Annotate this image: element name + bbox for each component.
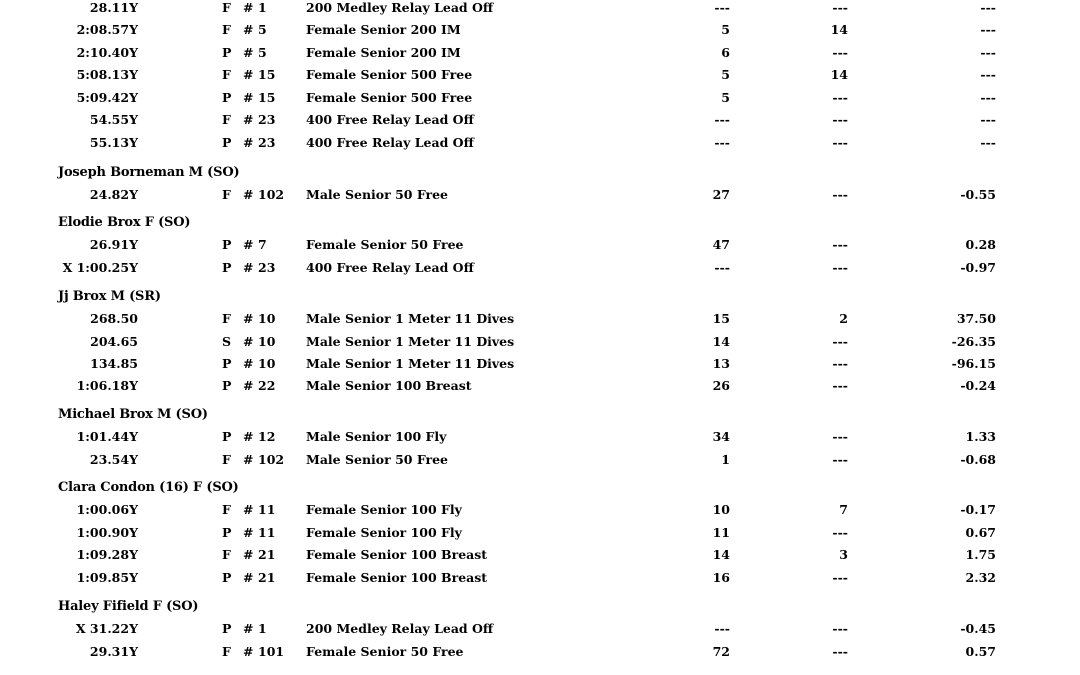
place: 1 xyxy=(721,452,730,467)
result-time: X 1:00.25Y xyxy=(62,260,138,275)
event-name: 400 Free Relay Lead Off xyxy=(306,112,474,127)
round-code: S xyxy=(222,334,232,349)
event-number: 10 xyxy=(258,311,276,326)
event-number: 7 xyxy=(258,237,267,252)
time-difference: 0.57 xyxy=(965,644,996,659)
place: 26 xyxy=(712,378,730,393)
points: --- xyxy=(832,112,848,127)
result-row xyxy=(0,135,1080,155)
place: 5 xyxy=(721,90,730,105)
result-row xyxy=(0,311,1080,331)
points: --- xyxy=(832,452,848,467)
points: --- xyxy=(832,187,848,202)
points: 2 xyxy=(839,311,848,326)
time-difference: --- xyxy=(980,90,996,105)
points: --- xyxy=(832,378,848,393)
place: 11 xyxy=(712,525,730,540)
event-name: 400 Free Relay Lead Off xyxy=(306,135,474,150)
points: --- xyxy=(832,525,848,540)
event-hash: # xyxy=(243,187,254,202)
time-difference: --- xyxy=(980,112,996,127)
round-code: P xyxy=(222,135,232,150)
result-row xyxy=(0,0,1080,20)
event-hash: # xyxy=(243,0,254,15)
round-code: F xyxy=(222,112,231,127)
time-difference: -0.55 xyxy=(960,187,996,202)
result-time: 1:00.90Y xyxy=(76,525,138,540)
place: 72 xyxy=(712,644,730,659)
event-number: 23 xyxy=(258,112,276,127)
event-hash: # xyxy=(243,525,254,540)
event-number: 1 xyxy=(258,621,267,636)
event-number: 5 xyxy=(258,45,267,60)
points: 14 xyxy=(830,67,848,82)
time-difference: -0.97 xyxy=(960,260,996,275)
event-name: Female Senior 200 IM xyxy=(306,45,461,60)
time-difference: 1.33 xyxy=(965,429,996,444)
swimmer-name-header: Elodie Brox F (SO) xyxy=(58,215,191,230)
event-number: 21 xyxy=(258,547,276,562)
points: --- xyxy=(832,237,848,252)
place: --- xyxy=(714,135,730,150)
time-difference: -0.17 xyxy=(960,502,996,517)
event-number: 23 xyxy=(258,135,276,150)
event-hash: # xyxy=(243,311,254,326)
event-number: 10 xyxy=(258,334,276,349)
result-row xyxy=(0,356,1080,376)
place: --- xyxy=(714,621,730,636)
round-code: F xyxy=(222,452,231,467)
event-number: 22 xyxy=(258,378,276,393)
points: --- xyxy=(832,334,848,349)
round-code: P xyxy=(222,570,232,585)
event-hash: # xyxy=(243,22,254,37)
round-code: P xyxy=(222,237,232,252)
result-row xyxy=(0,45,1080,65)
result-time: 24.82Y xyxy=(89,187,138,202)
place: 6 xyxy=(721,45,730,60)
event-hash: # xyxy=(243,570,254,585)
points: --- xyxy=(832,45,848,60)
event-name: Female Senior 500 Free xyxy=(306,90,473,105)
result-row xyxy=(0,547,1080,567)
round-code: F xyxy=(222,547,231,562)
result-time: 5:08.13Y xyxy=(76,67,138,82)
round-code: F xyxy=(222,0,231,15)
event-number: 1 xyxy=(258,0,267,15)
round-code: P xyxy=(222,378,232,393)
event-name: 200 Medley Relay Lead Off xyxy=(306,621,494,636)
points: --- xyxy=(832,135,848,150)
time-difference: --- xyxy=(980,135,996,150)
place: 27 xyxy=(712,187,730,202)
result-time: 1:00.06Y xyxy=(76,502,138,517)
event-name: Female Senior 100 Fly xyxy=(306,502,462,517)
time-difference: --- xyxy=(980,67,996,82)
event-hash: # xyxy=(243,502,254,517)
time-difference: 0.28 xyxy=(965,237,996,252)
swimmer-name-header: Joseph Borneman M (SO) xyxy=(58,165,240,180)
place: --- xyxy=(714,260,730,275)
time-difference: 0.67 xyxy=(965,525,996,540)
event-number: 5 xyxy=(258,22,267,37)
place: 14 xyxy=(712,547,730,562)
place: --- xyxy=(714,112,730,127)
event-number: 15 xyxy=(258,90,276,105)
swimmer-name-header: Clara Condon (16) F (SO) xyxy=(58,480,239,495)
round-code: P xyxy=(222,45,232,60)
result-time: 1:09.28Y xyxy=(76,547,138,562)
result-time: 26.91Y xyxy=(89,237,138,252)
event-name: Male Senior 50 Free xyxy=(306,187,448,202)
result-row xyxy=(0,570,1080,590)
result-row xyxy=(0,187,1080,207)
event-number: 101 xyxy=(258,644,285,659)
event-number: 11 xyxy=(258,502,276,517)
place: --- xyxy=(714,0,730,15)
event-number: 11 xyxy=(258,525,276,540)
event-name: Female Senior 100 Breast xyxy=(306,570,488,585)
event-name: Female Senior 500 Free xyxy=(306,67,473,82)
event-number: 23 xyxy=(258,260,276,275)
event-name: Female Senior 100 Fly xyxy=(306,525,462,540)
time-difference: -0.24 xyxy=(960,378,996,393)
result-row xyxy=(0,90,1080,110)
place: 5 xyxy=(721,22,730,37)
result-row xyxy=(0,260,1080,280)
event-hash: # xyxy=(243,237,254,252)
round-code: F xyxy=(222,502,231,517)
result-time: 29.31Y xyxy=(89,644,138,659)
result-row xyxy=(0,644,1080,664)
event-number: 12 xyxy=(258,429,276,444)
place: 16 xyxy=(712,570,730,585)
result-row xyxy=(0,452,1080,472)
result-time: 2:10.40Y xyxy=(76,45,138,60)
time-difference: --- xyxy=(980,45,996,60)
result-row xyxy=(0,502,1080,522)
place: 14 xyxy=(712,334,730,349)
result-time: 1:06.18Y xyxy=(76,378,138,393)
place: 5 xyxy=(721,67,730,82)
result-time: 28.11Y xyxy=(89,0,138,15)
time-difference: 37.50 xyxy=(956,311,996,326)
event-hash: # xyxy=(243,45,254,60)
points: --- xyxy=(832,356,848,371)
result-row xyxy=(0,334,1080,354)
round-code: P xyxy=(222,621,232,636)
event-name: Male Senior 50 Free xyxy=(306,452,448,467)
round-code: F xyxy=(222,311,231,326)
event-hash: # xyxy=(243,135,254,150)
event-hash: # xyxy=(243,67,254,82)
event-hash: # xyxy=(243,452,254,467)
result-time: 23.54Y xyxy=(89,452,138,467)
time-difference: -26.35 xyxy=(951,334,996,349)
points: 3 xyxy=(839,547,848,562)
result-row xyxy=(0,525,1080,545)
result-row xyxy=(0,429,1080,449)
result-time: 204.65 xyxy=(90,334,138,349)
event-name: Female Senior 50 Free xyxy=(306,237,464,252)
swimmer-name-header: Jj Brox M (SR) xyxy=(58,289,161,304)
event-name: Male Senior 1 Meter 11 Dives xyxy=(306,356,515,371)
time-difference: --- xyxy=(980,22,996,37)
place: 34 xyxy=(712,429,730,444)
swimmer-name-header: Michael Brox M (SO) xyxy=(58,407,208,422)
event-name: Male Senior 1 Meter 11 Dives xyxy=(306,334,515,349)
time-difference: 1.75 xyxy=(965,547,996,562)
points: --- xyxy=(832,429,848,444)
event-hash: # xyxy=(243,112,254,127)
event-name: Male Senior 1 Meter 11 Dives xyxy=(306,311,515,326)
result-row xyxy=(0,621,1080,641)
place: 13 xyxy=(712,356,730,371)
result-time: 1:09.85Y xyxy=(76,570,138,585)
event-number: 10 xyxy=(258,356,276,371)
event-number: 102 xyxy=(258,187,285,202)
result-time: X 31.22Y xyxy=(75,621,138,636)
points: --- xyxy=(832,0,848,15)
time-difference: -0.68 xyxy=(960,452,996,467)
event-name: Female Senior 200 IM xyxy=(306,22,461,37)
points: --- xyxy=(832,260,848,275)
round-code: F xyxy=(222,644,231,659)
time-difference: --- xyxy=(980,0,996,15)
place: 10 xyxy=(712,502,730,517)
result-row xyxy=(0,237,1080,257)
event-hash: # xyxy=(243,547,254,562)
event-number: 102 xyxy=(258,452,285,467)
event-hash: # xyxy=(243,378,254,393)
result-time: 268.50 xyxy=(90,311,138,326)
result-row xyxy=(0,378,1080,398)
round-code: F xyxy=(222,67,231,82)
time-difference: 2.32 xyxy=(965,570,996,585)
event-name: Male Senior 100 Fly xyxy=(306,429,447,444)
event-hash: # xyxy=(243,260,254,275)
result-time: 5:09.42Y xyxy=(76,90,138,105)
round-code: P xyxy=(222,90,232,105)
event-hash: # xyxy=(243,644,254,659)
event-name: Male Senior 100 Breast xyxy=(306,378,472,393)
place: 15 xyxy=(712,311,730,326)
event-name: 200 Medley Relay Lead Off xyxy=(306,0,494,15)
event-name: Female Senior 100 Breast xyxy=(306,547,488,562)
event-hash: # xyxy=(243,356,254,371)
result-time: 2:08.57Y xyxy=(76,22,138,37)
points: --- xyxy=(832,644,848,659)
points: 14 xyxy=(830,22,848,37)
event-hash: # xyxy=(243,334,254,349)
points: --- xyxy=(832,570,848,585)
result-row xyxy=(0,112,1080,132)
event-name: 400 Free Relay Lead Off xyxy=(306,260,474,275)
event-hash: # xyxy=(243,429,254,444)
result-row xyxy=(0,22,1080,42)
time-difference: -96.15 xyxy=(951,356,996,371)
points: 7 xyxy=(839,502,848,517)
event-number: 15 xyxy=(258,67,276,82)
event-name: Female Senior 50 Free xyxy=(306,644,464,659)
round-code: P xyxy=(222,429,232,444)
round-code: P xyxy=(222,356,232,371)
result-time: 1:01.44Y xyxy=(76,429,138,444)
round-code: F xyxy=(222,187,231,202)
result-time: 54.55Y xyxy=(89,112,138,127)
event-hash: # xyxy=(243,90,254,105)
result-time: 55.13Y xyxy=(89,135,138,150)
time-difference: -0.45 xyxy=(960,621,996,636)
points: --- xyxy=(832,621,848,636)
round-code: F xyxy=(222,22,231,37)
round-code: P xyxy=(222,260,232,275)
round-code: P xyxy=(222,525,232,540)
points: --- xyxy=(832,90,848,105)
result-row xyxy=(0,67,1080,87)
result-time: 134.85 xyxy=(90,356,138,371)
swimmer-name-header: Haley Fifield F (SO) xyxy=(58,599,199,614)
place: 47 xyxy=(712,237,730,252)
event-number: 21 xyxy=(258,570,276,585)
event-hash: # xyxy=(243,621,254,636)
